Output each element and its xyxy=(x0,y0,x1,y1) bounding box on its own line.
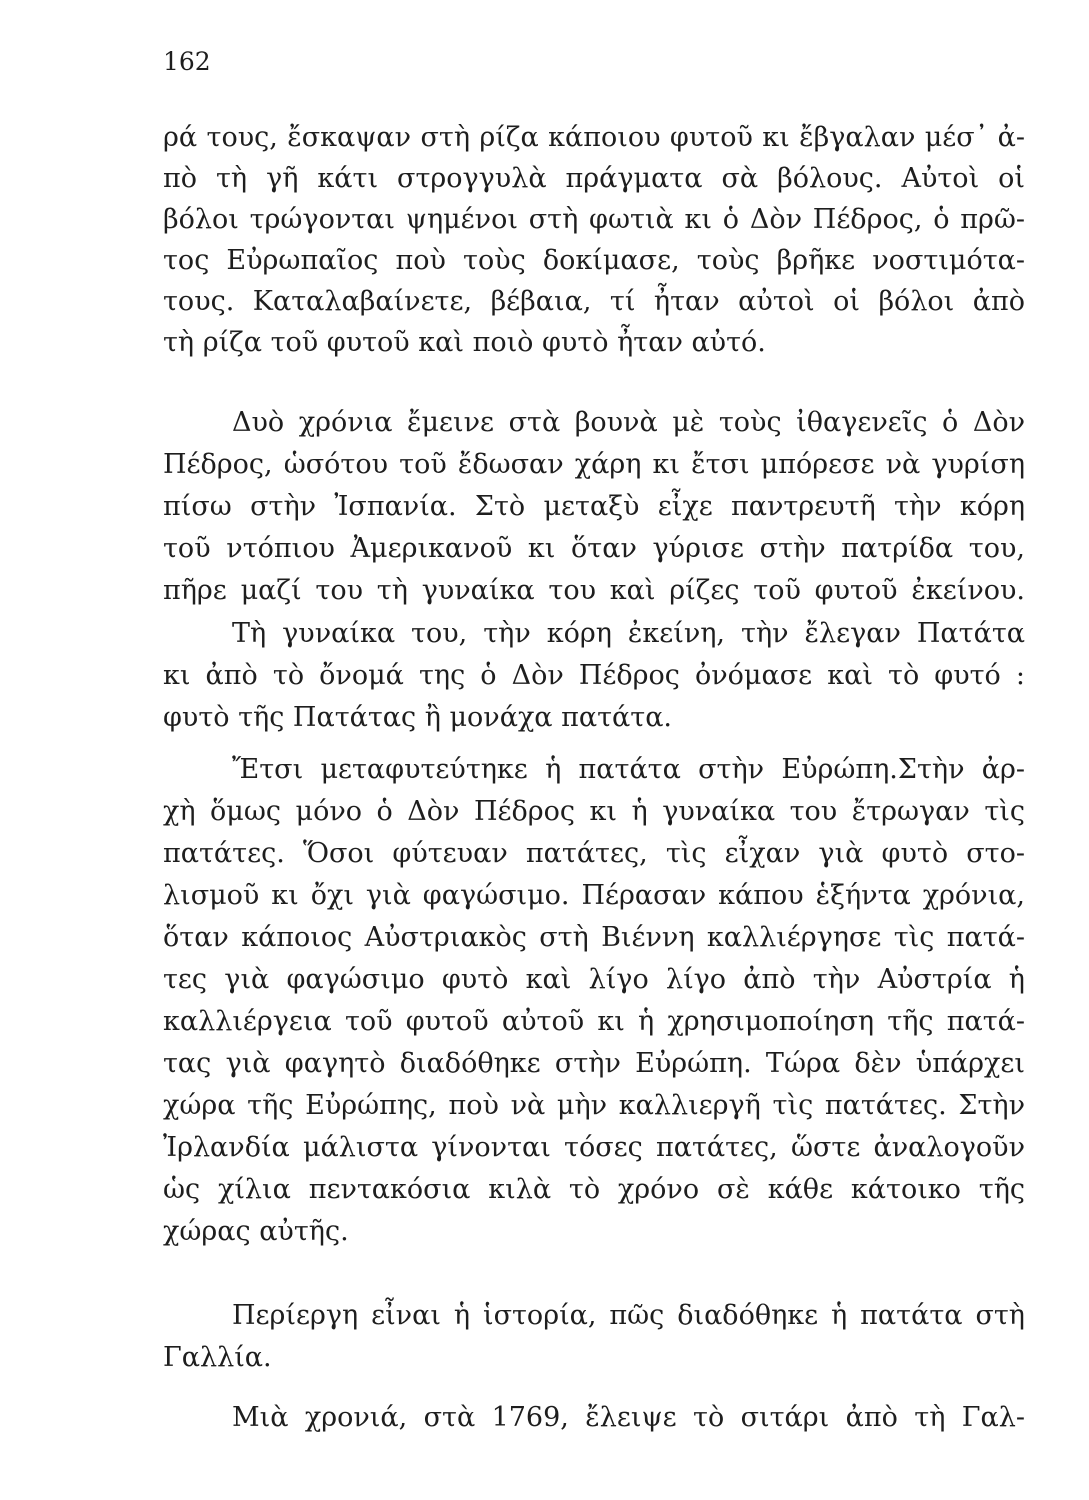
text-line: πίσω στὴν Ἰσπανία. Στὸ μεταξὺ εἶχε παντρευτῆ τὴν κόρη xyxy=(163,491,1025,522)
text-line: Γαλλία. xyxy=(163,1342,272,1373)
text-line: τας γιὰ φαγητὸ διαδόθηκε στὴν Εὐρώπη. Τώρα δὲν ὑπάρχει xyxy=(163,1048,1025,1079)
text-line: πὸ τὴ γῆ κάτι στρογγυλὰ πράγματα σὰ βόλους. Αὐτοὶ οἱ xyxy=(163,163,1025,194)
text-line: λισμοῦ κι ὄχι γιὰ φαγώσιμο. Πέρασαν κάπου ἑξήντα χρόνια, xyxy=(163,880,1025,911)
text-line: χώρα τῆς Εὐρώπης, ποὺ νὰ μὴν καλλιεργῆ τὶς πατάτες. Στὴν xyxy=(163,1090,1025,1121)
text-line: πατάτες. Ὅσοι φύτευαν πατάτες, τὶς εἶχαν γιὰ φυτὸ στο- xyxy=(163,838,1025,869)
text-line: Περίεργη εἶναι ἡ ἱστορία, πῶς διαδόθηκε ἡ πατάτα στὴ xyxy=(232,1300,1025,1331)
text-line: χώρας αὐτῆς. xyxy=(163,1216,349,1247)
text-line: ὡς χίλια πεντακόσια κιλὰ τὸ χρόνο σὲ κάθε κάτοικο τῆς xyxy=(163,1174,1025,1205)
text-line: πῆρε μαζί του τὴ γυναίκα του καὶ ρίζες τοῦ φυτοῦ ἐκείνου. xyxy=(163,575,1025,606)
text-line: Ἔτσι μεταφυτεύτηκε ἡ πατάτα στὴν Εὐρώπη.Στὴν ἀρ- xyxy=(232,754,1025,785)
text-line: καλλιέργεια τοῦ φυτοῦ αὐτοῦ κι ἡ χρησιμοποίηση τῆς πατά- xyxy=(163,1006,1025,1037)
text-line: τος Εὐρωπαῖος ποὺ τοὺς δοκίμασε, τοὺς βρῆκε νοστιμότα- xyxy=(163,245,1025,276)
text-line: Ἰρλανδία μάλιστα γίνονται τόσες πατάτες, ὥστε ἀναλογοῦν xyxy=(163,1132,1025,1163)
text-line: φυτὸ τῆς Πατάτας ἢ μονάχα πατάτα. xyxy=(163,702,673,733)
text-line: τὴ ρίζα τοῦ φυτοῦ καὶ ποιὸ φυτὸ ἦταν αὐτό. xyxy=(163,327,766,358)
text-line: βόλοι τρώγονται ψημένοι στὴ φωτιὰ κι ὁ Δὸν Πέδρος, ὁ πρῶ- xyxy=(163,204,1025,235)
text-line: Τὴ γυναίκα του, τὴν κόρη ἐκείνη, τὴν ἔλεγαν Πατάτα xyxy=(232,618,1025,649)
text-line: Δυὸ χρόνια ἔμεινε στὰ βουνὰ μὲ τοὺς ἰθαγενεῖς ὁ Δὸν xyxy=(232,407,1025,438)
text-line: κι ἀπὸ τὸ ὄνομά της ὁ Δὸν Πέδρος ὀνόμασε καὶ τὸ φυτό : xyxy=(163,660,1025,691)
text-line: Μιὰ χρονιά, στὰ 1769, ἔλειψε τὸ σιτάρι ἀπὸ τὴ Γαλ- xyxy=(232,1402,1025,1433)
text-line: ὅταν κάποιος Αὐστριακὸς στὴ Βιέννη καλλιέργησε τὶς πατά- xyxy=(163,922,1025,953)
page-number: 162 xyxy=(163,47,211,76)
text-line: τες γιὰ φαγώσιμο φυτὸ καὶ λίγο λίγο ἀπὸ τὴν Αὐστρία ἡ xyxy=(163,964,1025,995)
text-line: τους. Καταλαβαίνετε, βέβαια, τί ἦταν αὐτοὶ οἱ βόλοι ἀπὸ xyxy=(163,286,1025,317)
text-line: χὴ ὅμως μόνο ὁ Δὸν Πέδρος κι ἡ γυναίκα του ἔτρωγαν τὶς xyxy=(163,796,1025,827)
text-line: τοῦ ντόπιου Ἀμερικανοῦ κι ὅταν γύρισε στὴν πατρίδα του, xyxy=(163,533,1025,564)
text-line: Πέδρος, ὡσότου τοῦ ἔδωσαν χάρη κι ἔτσι μπόρεσε νὰ γυρίση xyxy=(163,449,1025,480)
text-line: ρά τους, ἔσκαψαν στὴ ρίζα κάποιου φυτοῦ κι ἔβγαλαν μέσ᾽ ἀ- xyxy=(163,122,1025,153)
